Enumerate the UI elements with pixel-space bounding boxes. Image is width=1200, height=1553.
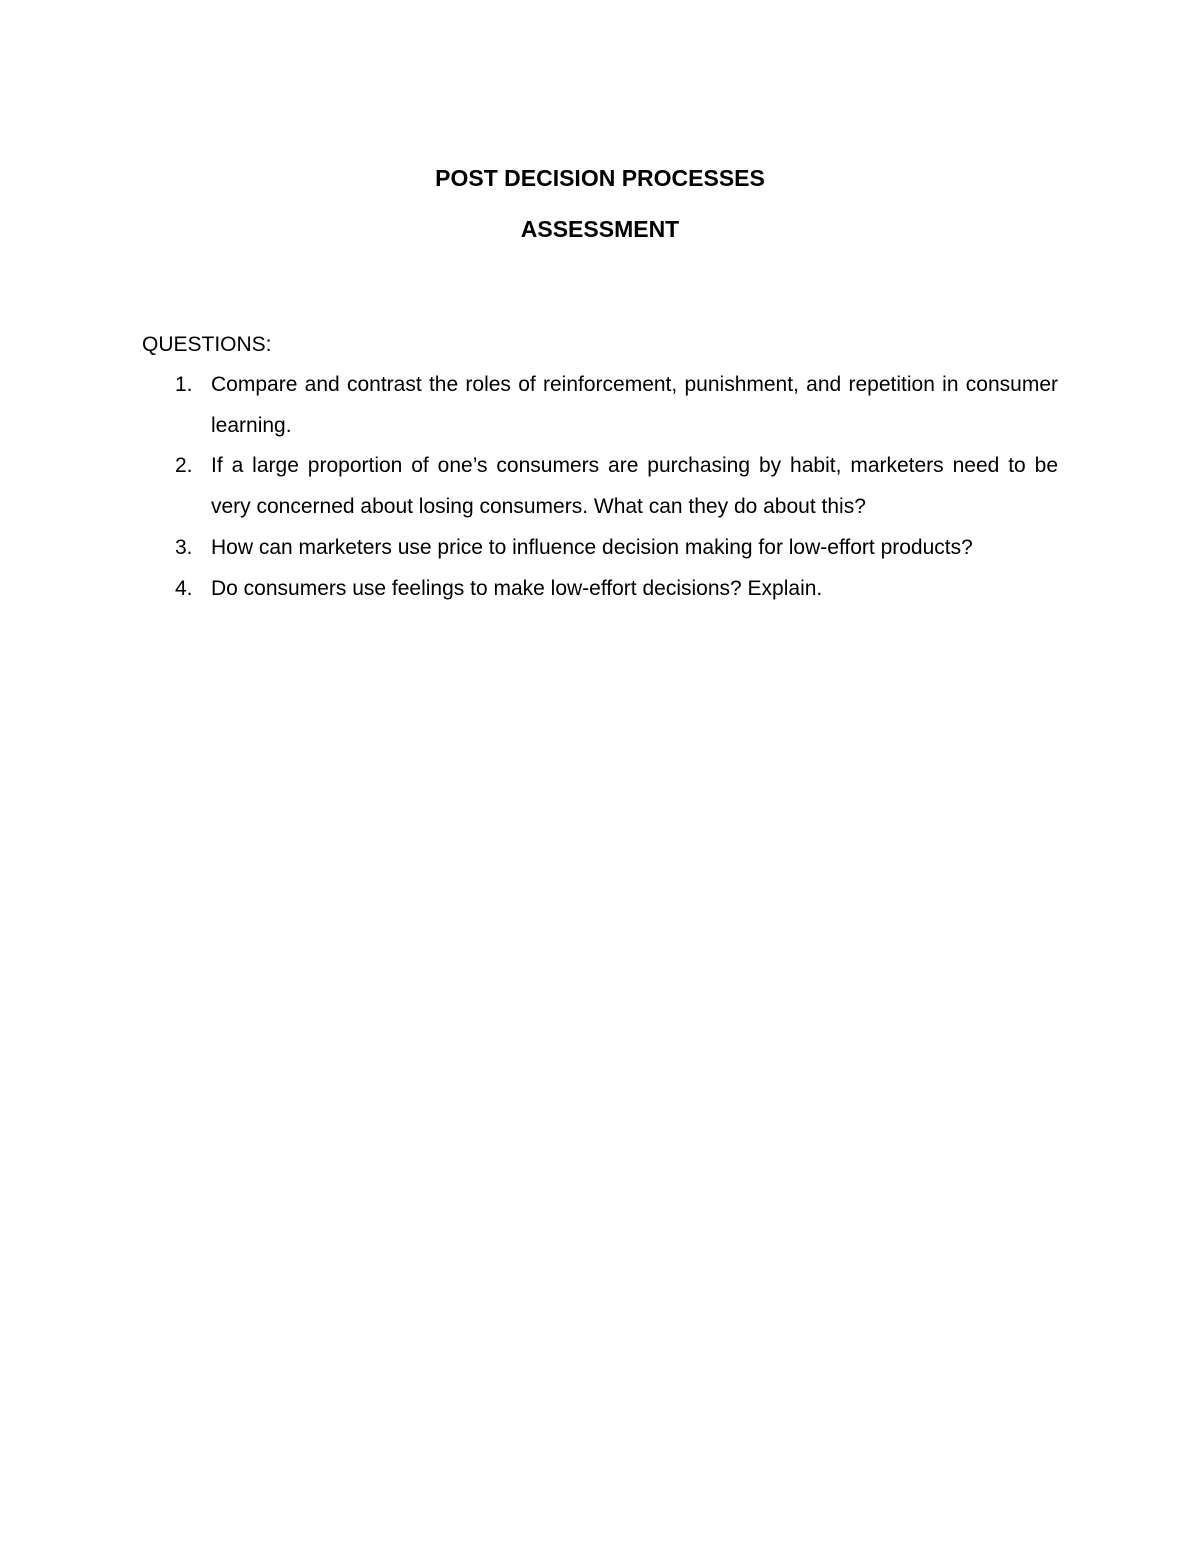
question-item bbox=[142, 446, 1058, 527]
question-item bbox=[142, 365, 1058, 446]
questions-list bbox=[142, 365, 1058, 609]
question-item bbox=[142, 569, 1058, 610]
document-title: POST DECISION PROCESSES bbox=[435, 165, 765, 191]
question-number: 2. bbox=[175, 454, 193, 478]
question-number: 4. bbox=[175, 576, 193, 600]
question-number: 3. bbox=[175, 535, 193, 559]
document-subtitle: ASSESSMENT bbox=[520, 216, 680, 242]
question-item bbox=[142, 528, 1058, 569]
question-number: 1. bbox=[175, 373, 193, 396]
questions-label: QUESTIONS: bbox=[142, 333, 272, 356]
question-text: How can marketers use price to influence decision making for low-effort products? bbox=[211, 535, 973, 559]
question-text: Compare and contrast the roles of reinforcement, punishment, and repetition in consumer learning. bbox=[211, 373, 1058, 437]
question-text: Do consumers use feelings to make low-effort decisions? Explain. bbox=[211, 576, 823, 600]
question-text: If a large proportion of one’s consumers are purchasing by habit, marketers need to be very concerned about losing consumers. What can they do about this? bbox=[211, 454, 1058, 519]
